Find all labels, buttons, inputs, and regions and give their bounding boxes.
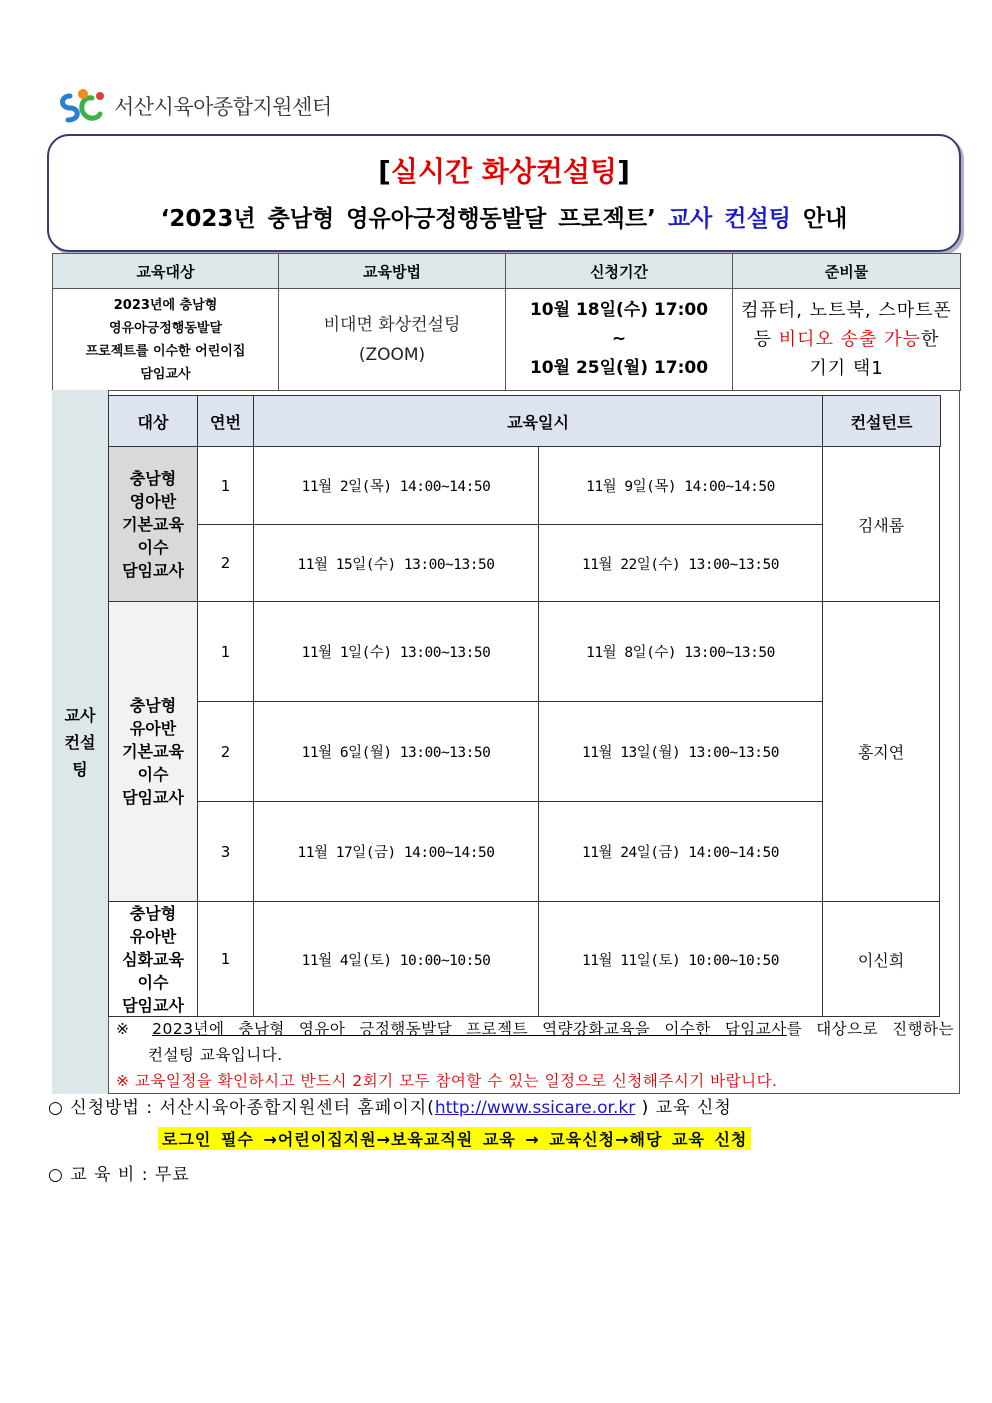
info-header-period: 신청기간 [506, 254, 733, 289]
info-target: 2023년에 충남형 영유아긍정행동발달 프로젝트를 이수한 어린이집 담임교사 [53, 289, 279, 391]
logo-text: 서산시육아종합지원센터 [114, 95, 332, 119]
note-warning: ※ 교육일정을 확인하시고 반드시 2회기 모두 참여할 수 있는 일정으로 신청해주시기 바랍니다. [116, 1072, 778, 1090]
round-number: 1 [197, 901, 254, 1017]
round-number: 1 [197, 446, 254, 525]
title-subtitle: ‘2023년 충남형 영유아긍정행동발달 프로젝트’ 교사 컨설팅 안내 [160, 206, 848, 232]
info-header-prep: 준비물 [733, 254, 961, 289]
info-table [52, 253, 961, 391]
round-number: 1 [197, 601, 254, 702]
info-period: 10월 18일(수) 17:00 ~ 10월 25일(월) 17:00 [506, 289, 733, 391]
logo [56, 86, 332, 126]
info-header-method: 교육방법 [279, 254, 506, 289]
group-child-basic: 충남형 유아반 기본교육 이수 담임교사 [108, 601, 198, 902]
note-target-cont: 컨설팅 교육입니다. [148, 1046, 283, 1064]
title-highlight: 실시간 화상컨설팅 [390, 155, 618, 188]
consultant-name: 김새롬 [822, 446, 940, 602]
info-prep: 컴퓨터, 노트북, 스마트폰 등 비디오 송출 가능한 기기 택1 [733, 289, 961, 391]
schedule-side-label: 교사 컨설 팅 [52, 390, 109, 1094]
logo-emblem-icon [56, 86, 110, 126]
homepage-link[interactable]: http://www.ssicare.or.kr [434, 1098, 636, 1118]
session-date: 11월 4일(토) 10:00~10:50 [253, 901, 539, 1017]
round-number: 2 [197, 524, 254, 602]
session-date: 11월 15일(수) 13:00~13:50 [253, 524, 539, 602]
session-date: 11월 1일(수) 13:00~13:50 [253, 601, 539, 702]
title-box [47, 134, 961, 252]
session-date: 11월 9일(목) 14:00~14:50 [538, 446, 823, 525]
round-number: 3 [197, 801, 254, 902]
schedule-header-consultant: 컨설턴트 [822, 395, 941, 447]
session-date: 11월 8일(수) 13:00~13:50 [538, 601, 823, 702]
schedule-header-target: 대상 [108, 395, 198, 447]
apply-path: 로그인 필수 →어린이집지원→보육교직원 교육 → 교육신청→해당 교육 신청 [158, 1127, 751, 1150]
session-date: 11월 13일(월) 13:00~13:50 [538, 701, 823, 802]
group-child-advanced: 충남형 유아반 심화교육 이수 담임교사 [108, 901, 198, 1017]
fee-info: ○ 교 육 비 : 무료 [48, 1165, 190, 1185]
session-date: 11월 22일(수) 13:00~13:50 [538, 524, 823, 602]
session-date: 11월 2일(목) 14:00~14:50 [253, 446, 539, 525]
consultant-name: 이신희 [822, 901, 940, 1017]
info-method: 비대면 화상컨설팅 (ZOOM) [279, 289, 506, 391]
title-main: [실시간 화상컨설팅] [378, 155, 630, 188]
session-date: 11월 24일(금) 14:00~14:50 [538, 801, 823, 902]
session-date: 11월 17일(금) 14:00~14:50 [253, 801, 539, 902]
round-number: 2 [197, 701, 254, 802]
info-header-target: 교육대상 [53, 254, 279, 289]
title-subtitle-highlight: 교사 컨설팅 [667, 206, 791, 232]
consultant-name: 홍지연 [822, 601, 940, 902]
session-date: 11월 11일(토) 10:00~10:50 [538, 901, 823, 1017]
schedule-header-datetime: 교육일시 [253, 395, 823, 447]
apply-method: ○ 신청방법 : 서산시육아종합지원센터 홈페이지(http://www.ssicare.or.kr ) 교육 신청 [48, 1098, 732, 1118]
group-infant-basic: 충남형 영아반 기본교육 이수 담임교사 [108, 446, 198, 602]
note-target: ※ 2023년에 충남형 영유아 긍정행동발달 프로젝트 역량강화교육을 이수한 담임교사를 대상으로 진행하는 [116, 1020, 954, 1038]
schedule-header-round: 연번 [197, 395, 254, 447]
session-date: 11월 6일(월) 13:00~13:50 [253, 701, 539, 802]
